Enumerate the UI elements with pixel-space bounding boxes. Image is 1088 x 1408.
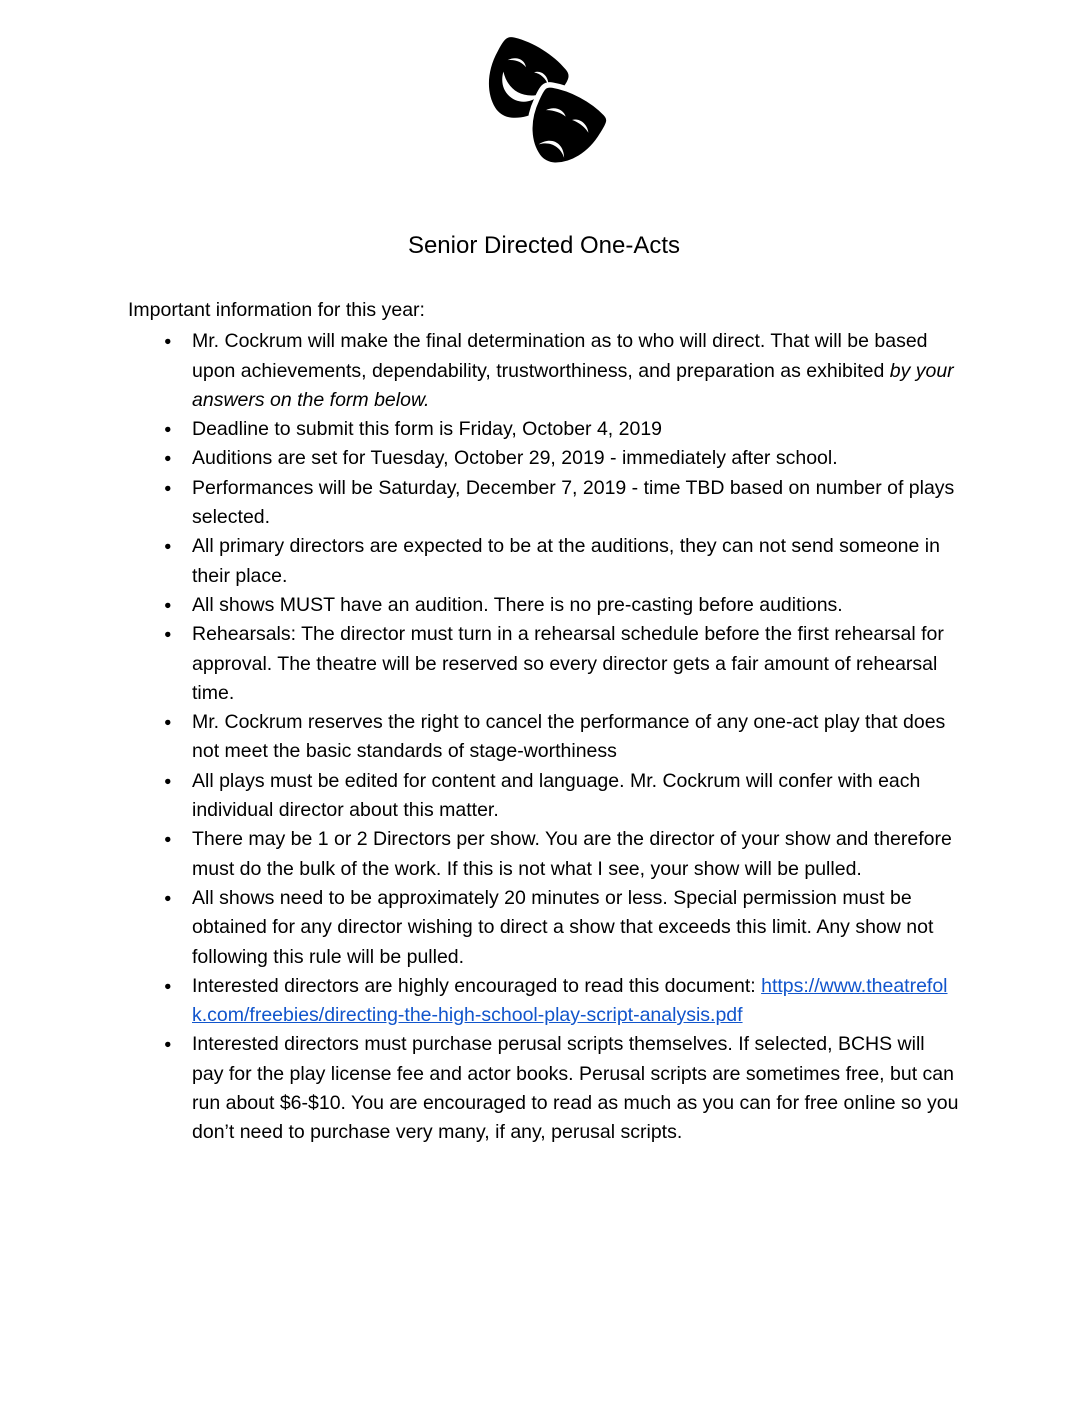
list-item-text: Auditions are set for Tuesday, October 29, 2019 - immediately after school.	[192, 447, 838, 470]
list-item	[192, 327, 960, 415]
list-item	[192, 708, 960, 767]
document-link[interactable]: https://www.theatrefolk.com/freebies/directing-the-high-school-play-script-analysis.pdf	[192, 974, 948, 1027]
list-item	[192, 474, 960, 533]
list-item-text: Performances will be Saturday, December 7, 2019 - time TBD based on number of plays selected.	[192, 476, 955, 529]
info-list	[128, 327, 960, 1147]
list-item-text: Rehearsals: The director must turn in a rehearsal schedule before the first rehearsal for approval. The theatre will be reserved so every director gets a fair amount of rehearsal time.	[192, 623, 944, 704]
list-item	[192, 767, 960, 826]
list-item	[192, 591, 960, 620]
list-item	[192, 444, 960, 473]
list-item	[192, 1030, 960, 1147]
page-title: Senior Directed One-Acts	[407, 232, 681, 259]
list-item	[192, 620, 960, 708]
list-item	[192, 825, 960, 884]
list-item-italic-text: by your answers on the form below.	[192, 359, 954, 411]
list-item-text: Interested directors are highly encouraged to read this document:	[192, 974, 762, 997]
list-item-text: Mr. Cockrum will make the final determination as to who will direct. That will be based upon achievements, dependability, trustworthiness, and preparation as exhibited	[192, 330, 928, 382]
list-item	[192, 532, 960, 591]
list-item-text: All shows need to be approximately 20 minutes or less. Special permission must be obtained for any director wishing to direct a show that exceeds this limit. Any show not following this rule will be pulled.	[192, 886, 934, 968]
list-item-text: Interested directors must purchase perusal scripts themselves. If selected, BCHS will pay for the play license fee and actor books. Perusal scripts are sometimes free, but can run about $6-$10. You are encouraged to read as much as you can for free online so you don’t need to purchase very many, if any, perusal scripts.	[192, 1033, 959, 1144]
list-item-text: Mr. Cockrum reserves the right to cancel the performance of any one-act play that does not meet the basic standards of stage-worthiness	[192, 711, 946, 763]
list-item-text: All primary directors are expected to be at the auditions, they can not send someone in their place.	[192, 535, 940, 587]
logo	[128, 30, 960, 190]
list-item-text: There may be 1 or 2 Directors per show. You are the director of your show and therefore must do the bulk of the work. If this is not what I see, your show will be pulled.	[192, 828, 952, 880]
list-item	[192, 972, 960, 1031]
list-item-text: Deadline to submit this form is Friday, October 4, 2019	[192, 418, 663, 441]
theatre-masks-icon	[466, 30, 622, 186]
list-item	[192, 415, 960, 444]
list-item	[192, 884, 960, 972]
intro-line: Important information for this year:	[128, 299, 425, 321]
list-item-text: All plays must be edited for content and language. Mr. Cockrum will confer with each individual director about this matter.	[192, 769, 921, 822]
list-item-text: All shows MUST have an audition. There is no pre-casting before auditions.	[192, 593, 843, 616]
